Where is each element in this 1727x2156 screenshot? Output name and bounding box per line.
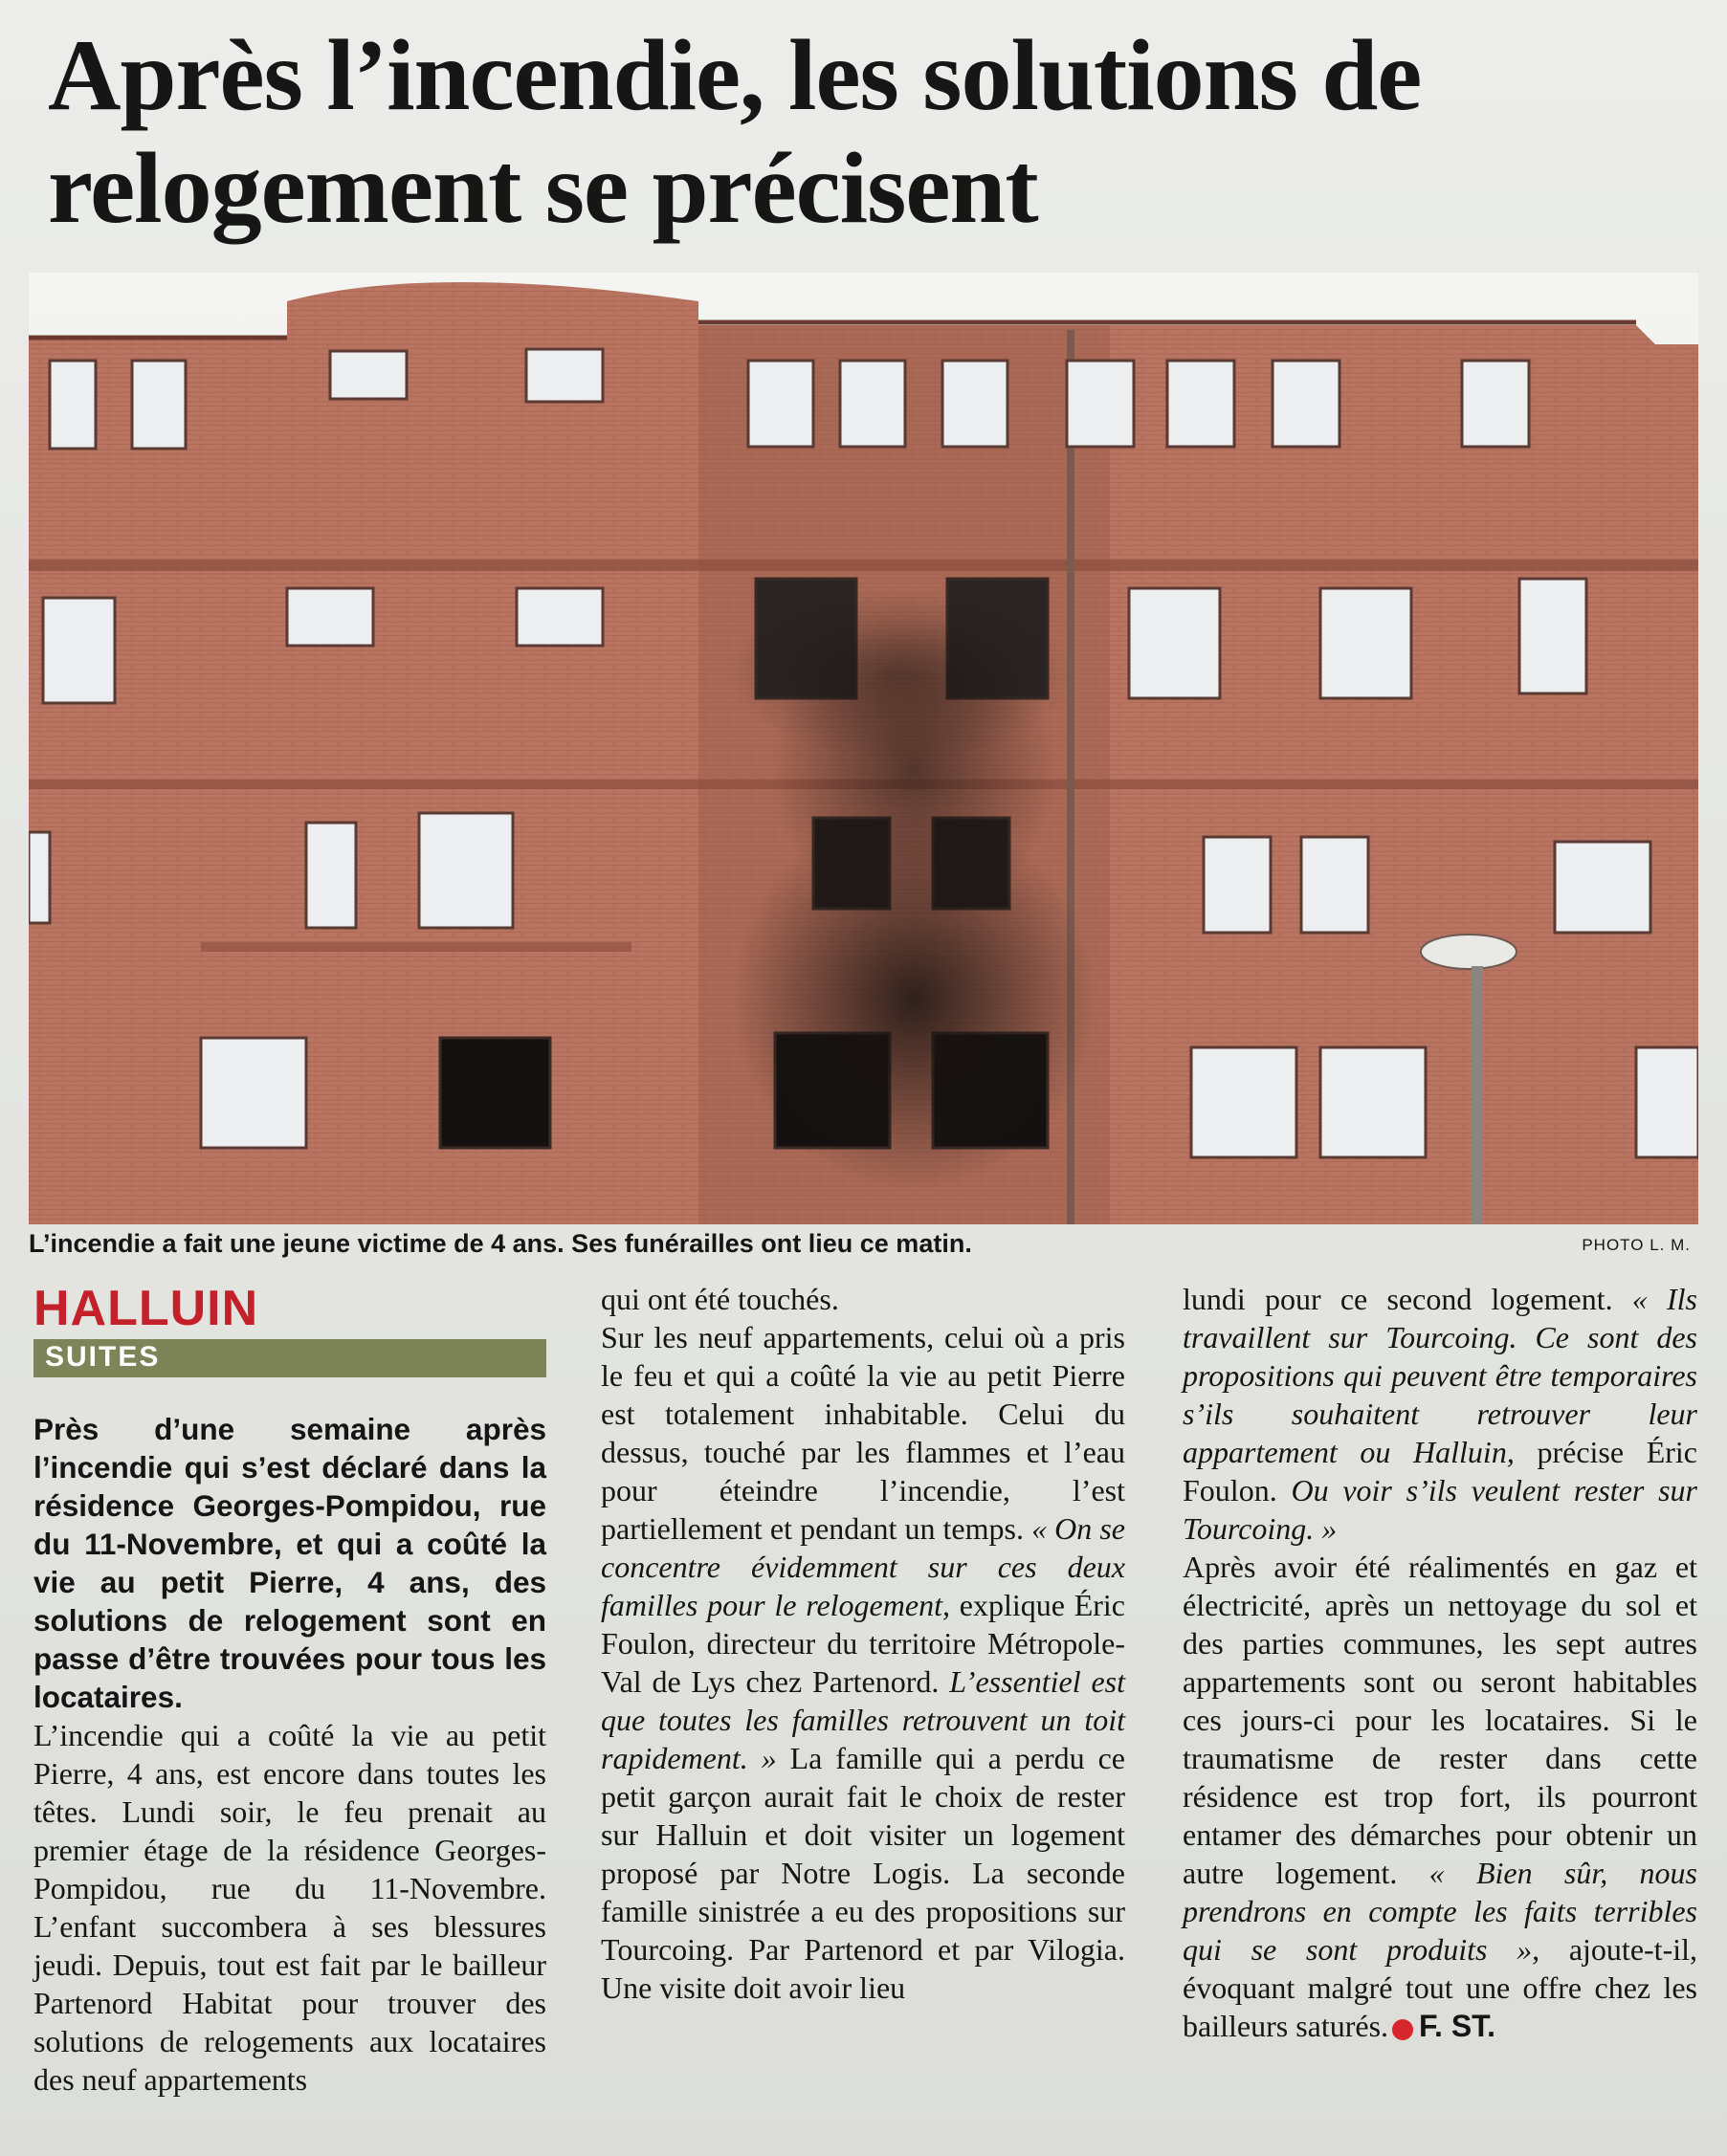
city-label: HALLUIN [33,1281,259,1336]
byline-dot-icon [1392,2019,1413,2040]
col3-quote-1: « Ils travaillent sur Tourcoing. Ce sont des propositions qui peuvent être temporaires s’ils souhaitent retrouver leur appartement ou Halluin, [1183,1282,1697,1469]
col3-text-d: ajoute-t-il, évoquant malgré tout une offre chez les bailleurs saturés. [1183,1932,1697,2043]
col3-text-c: Après avoir été réalimentés en gaz et électricité, après un nettoyage du sol et des parties communes, les sept autres appartements sont ou seront habitables ces jours-ci pour les locataires. Si le traumatisme de rester dans cette résidence est trop fort, ils pourront entamer des démarches pour obtenir un autre logement. [1183,1550,1697,1890]
col2-text-c: La famille qui a perdu ce petit garçon aurait fait le choix de rester sur Halluin et doit visiter un logement proposé par Notre Logis. La seconde famille sinistrée a eu des propositions sur Tourcoing. Par Partenord et par Vilogia. Une visite doit avoir lieu [601,1741,1126,2005]
col3-paragraph-2 [1183,1548,1697,2045]
article-body-col1: L’incendie qui a coûté la vie au petit Pierre, 4 ans, est encore dans toutes les têtes. Lundi soir, le feu prenait au premier étage de la résidence Georges-Pompidou, rue du 11-Novembre. L’enfant succombera à ses blessures jeudi. Depuis, tout est fait par le bailleur Partenord Habitat pour trouver des solutions de relogements aux locataires des neuf appartements [33,1718,546,2097]
article-photo [29,273,1698,1224]
col2-paragraph-1: qui ont été touchés. [601,1282,839,1316]
headline: Après l’incendie, les solutions de relogement se précisent [48,19,1422,244]
photo-credit: PHOTO L. M. [1582,1236,1691,1254]
col2-quote-1: « On se concentre évidemment sur ces deux familles pour le relogement, [601,1511,1126,1622]
article-column-2 [601,1280,1125,2007]
col2-text-b: explique Éric Foulon, directeur du territoire Métropole-Val de Lys chez Partenord. [601,1588,1126,1699]
rubric-label: SUITES [33,1339,546,1377]
col3-paragraph-1 [1183,1280,1697,1548]
col2-quote-2: L’essentiel est que toutes les familles retrouvent un toit rapidement. » [601,1664,1126,1775]
byline: F. ST. [1419,2009,1496,2043]
col3-quote-3: « Bien sûr, nous prendrons en compte les faits terribles qui se sont produits », [1183,1856,1698,1967]
photo-caption-bar [29,1226,1698,1265]
col3-quote-2: Ou voir s’ils veulent rester sur Tourcoing. » [1183,1473,1698,1546]
col2-paragraph-2 [601,1318,1125,2007]
col2-text-a: Sur les neuf appartements, celui où a pris le feu et qui a coûté la vie au petit Pierre est totalement inhabitable. Celui du dessus, touché par les flammes et l’eau pour éteindre l’incendie, l’est partiellement et pendant un temps. [601,1320,1125,1546]
photo-caption: L’incendie a fait une jeune victime de 4 ans. Ses funérailles ont lieu ce matin. [29,1229,972,1258]
col3-text-b: précise Éric Foulon. [1183,1435,1697,1507]
article-column-1 [33,1282,546,2099]
col3-text-a: lundi pour ce second logement. [1183,1282,1613,1316]
article-lead: Près d’une semaine après l’incendie qui s’est déclaré dans la résidence Georges-Pompidou, rue du 11-Novembre, et qui a coûté la vie au petit Pierre, 4 ans, des solutions de relogement sont en passe d’être trouvées pour tous les locataires. [33,1412,546,1714]
article-column-3 [1183,1280,1697,2045]
